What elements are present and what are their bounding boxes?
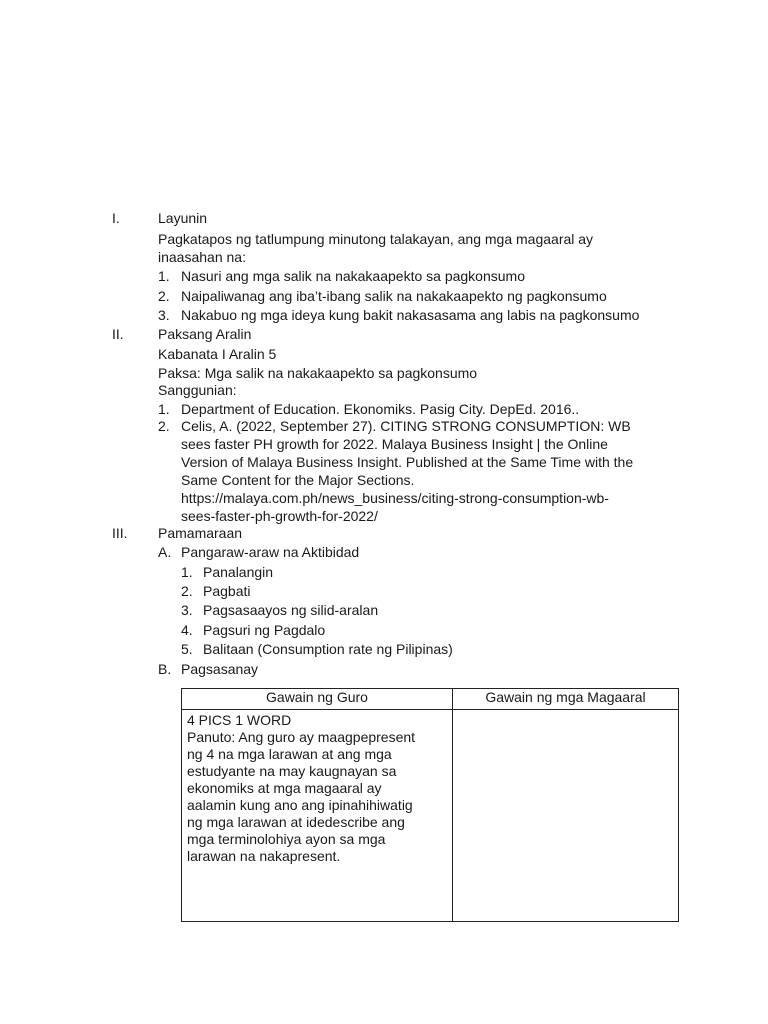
section-title-paksang-aralin: Paksang Aralin — [158, 326, 252, 342]
list-number: 3. — [158, 307, 170, 323]
activity-item: Pagsuri ng Pagdalo — [203, 622, 326, 638]
table-header-row — [182, 689, 679, 710]
reference-url-line: sees-faster-ph-growth-for-2022/ — [181, 508, 378, 524]
list-letter: B. — [158, 661, 172, 677]
reference-line: Celis, A. (2022, September 27). CITING STRONG CONSUMPTION: WB — [181, 418, 631, 434]
cell-text-line: larawan na nakapresent. — [187, 848, 341, 864]
reference-line: Version of Malaya Business Insight. Published at the Same Time with the — [181, 454, 634, 470]
activity-item: Pagsasaayos ng silid-aralan — [203, 602, 379, 618]
table-cell-magaaral — [453, 710, 679, 922]
cell-text-line: ng mga larawan at idedescribe ang — [187, 814, 405, 830]
reference-url-line: https://malaya.com.ph/news_business/citing-strong-consumption-wb- — [181, 490, 609, 506]
cell-text-line: estudyante na may kaugnayan sa — [187, 763, 397, 779]
activity-table — [181, 688, 679, 922]
list-number: 2. — [158, 418, 170, 434]
table-header-guro: Gawain ng Guro — [182, 689, 453, 710]
paksa-line: Paksa: Mga salik na nakakaapekto sa pagkonsumo — [158, 365, 478, 381]
list-number: 1. — [158, 401, 170, 417]
list-number: 2. — [181, 583, 193, 599]
list-number: 1. — [181, 564, 193, 580]
table-header-magaaral: Gawain ng mga Magaaral — [453, 689, 679, 710]
reference-line: sees faster PH growth for 2022. Malaya Business Insight | the Online — [181, 436, 608, 452]
cell-text-line: ekonomiks at mga magaaral ay — [187, 780, 382, 796]
layunin-intro-line: Pagkatapos ng tatlumpung minutong talakayan, ang mga magaaral ay — [158, 231, 594, 247]
list-number: 4. — [181, 622, 193, 638]
section-title-pamamaraan: Pamamaraan — [158, 525, 243, 541]
cell-text-line: Panuto: Ang guro ay maagpepresent — [187, 729, 416, 745]
subsection-title: Pagsasanay — [181, 661, 259, 677]
cell-text-line: mga terminolohiya ayon sa mga — [187, 831, 386, 847]
sanggunian-label: Sanggunian: — [158, 382, 237, 398]
table-row — [182, 710, 679, 922]
layunin-item: Nasuri ang mga salik na nakakaapekto sa pagkonsumo — [181, 268, 525, 284]
activity-item: Pagbati — [203, 583, 251, 599]
cell-text-line: aalamin kung ano ang ipinahihiwatig — [187, 797, 413, 813]
subsection-title: Pangaraw-araw na Aktibidad — [181, 544, 360, 560]
cell-text-line: 4 PICS 1 WORD — [187, 712, 292, 728]
section-numeral: III. — [112, 525, 128, 541]
layunin-item: Naipaliwanag ang iba’t-ibang salik na nakakaapekto ng pagkonsumo — [181, 288, 607, 304]
list-number: 1. — [158, 268, 170, 284]
list-number: 2. — [158, 288, 170, 304]
activity-item: Balitaan (Consumption rate ng Pilipinas) — [203, 641, 453, 657]
list-letter: A. — [158, 544, 172, 560]
list-number: 5. — [181, 641, 193, 657]
table-cell-guro — [182, 710, 453, 922]
section-numeral: II. — [112, 326, 124, 342]
cell-text-line: ng 4 na mga larawan at ang mga — [187, 746, 392, 762]
layunin-intro-line: inaasahan na: — [158, 249, 246, 265]
kabanata-line: Kabanata I Aralin 5 — [158, 346, 277, 362]
reference-line: Department of Education. Ekonomiks. Pasig City. DepEd. 2016.. — [181, 401, 580, 417]
list-number: 3. — [181, 602, 193, 618]
section-title-layunin: Layunin — [158, 210, 208, 226]
reference-line: Same Content for the Major Sections. — [181, 472, 415, 488]
activity-item: Panalangin — [203, 564, 274, 580]
section-numeral: I. — [112, 210, 120, 226]
layunin-item: Nakabuo ng mga ideya kung bakit nakasasama ang labis na pagkonsumo — [181, 307, 640, 323]
